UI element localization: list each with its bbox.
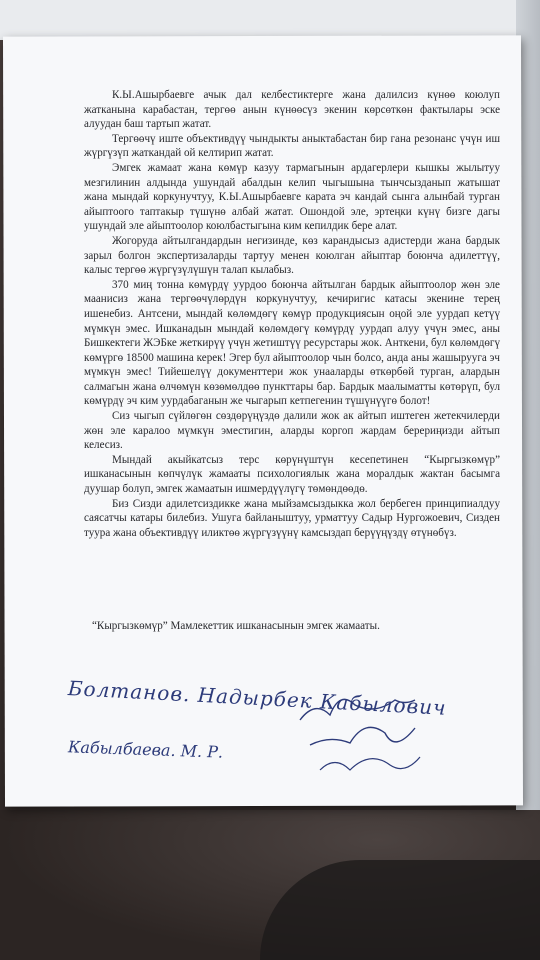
paragraph: К.Ы.Ашырбаевге ачык дал келбестиктерге жана далилсиз күнөө коюлуп жатканына карабастан, тергөө анын күнөөсүз экенин көрсөткөн фактылары эске алуудан баш тартып жатат. (84, 89, 500, 131)
paragraph: Мындай акыйкатсыз терс көрүнүштүн кесепетинен “Кыргызкөмүр” ишканасынын көпчүлүк жамааты психологиялык жана моралдык жактан басымга дуушар болуп, эмгек жамаатын ишмердүүлүгү төмөндөөдө. (84, 453, 500, 496)
handwritten-signature: Кабылбаева. М. Р. (67, 737, 224, 762)
paragraph: 370 миң тонна көмүрдү уурдоо боюнча айтылган бардык айыптоолор жөн эле маанисиз жана тергөөчүлөрдүн коркунучтуу, кечиригис катасы экенине терең ишенебиз. Антсени, мындай көлөмдөгү көмүр продукциясын оңой эле уурдап кетүү мүмкүн эмес. Ишканадын мындай көлөмдөгү көмүрдү уурдап алуу үчүн эмес, аны Бишкектеги ЖЭБке жеткирүү үчүн жетиштүү ресурстары жок. Анткени, бул көлөмдөгү көмүргө 18500 машина керек! Эгер бул айыптоолор чын болсо, анда аны жашырууга эч мүмкүн эмес! Тийешелүү документтери жок унааларды өткөрбөй турган, алардын салмагын жана өлчөмүн көзөмөлдөө пункттары бар. Бардык маалыматты көтөрүп, бул көмүрдү эч ким уурдабаганын же чыгарып кетпегенин түшүнүүгө болот! (84, 278, 500, 408)
closing-line: “Кыргызкөмүр” Мамлекеттик ишканасынын эмгек жамааты. (92, 620, 380, 632)
paragraph: Сиз чыгып сүйлөгөн сөздөрүңүздө далили жок ак айтып иштеген жетекчилерди жөн эле каралоо мүмкүн эместигин, аларды коргоп жардам берериңизди айтып келесиз. (84, 410, 500, 452)
paragraph: Тергөөчү иште объективдүү чындыкты аныктабастан бир гана резонанс үчүн иш жүргүзүп жаткандай ой келтирип жатат. (84, 132, 500, 160)
paragraph: Биз Сизди адилетсиздикке жана мыйзамсыздыкка жол бербеген принципиалдуу саясатчы катары билебиз. Ушуга байланыштуу, урматтуу Садыр Нургожоевич, Сизден туура жана объективдүү иликтөө жүргүзүүнү камсыздап берүүңүздү өтүнөбүз. (84, 497, 500, 539)
paragraph: Эмгек жамаат жана көмүр казуу тармагынын ардагерлери кышкы жылытуу мезгилинин алдында ушундай абалдын келип чыгышына тынчсызданып жатышат жана мындай коркунучтуу, К.Ы.Ашырбаевге карата эч кандай сынга алынбай турган айыптоого таптакыр түшүнө албай жатат. Ошондой эле, эртеңки күнү бизге дагы ушундай эле айыптоолор коюлбастыгына ким кепилдик бере алат. (84, 161, 500, 233)
signature-stroke (320, 757, 420, 770)
paragraph: Жогоруда айтылгандардын негизинде, көз карандысыз адистерди жана бардык зарыл болгон экспертизаларды тартуу менен коюлган айыптар боюнча адилеттүү, калыс тергөө жүргүзүлүшүн талап кылабыз. (84, 234, 500, 277)
signature-stroke (300, 699, 415, 720)
signature-stroke (310, 727, 415, 745)
handwritten-signature: Болтанов. Надырбек Кабылович (67, 676, 448, 720)
